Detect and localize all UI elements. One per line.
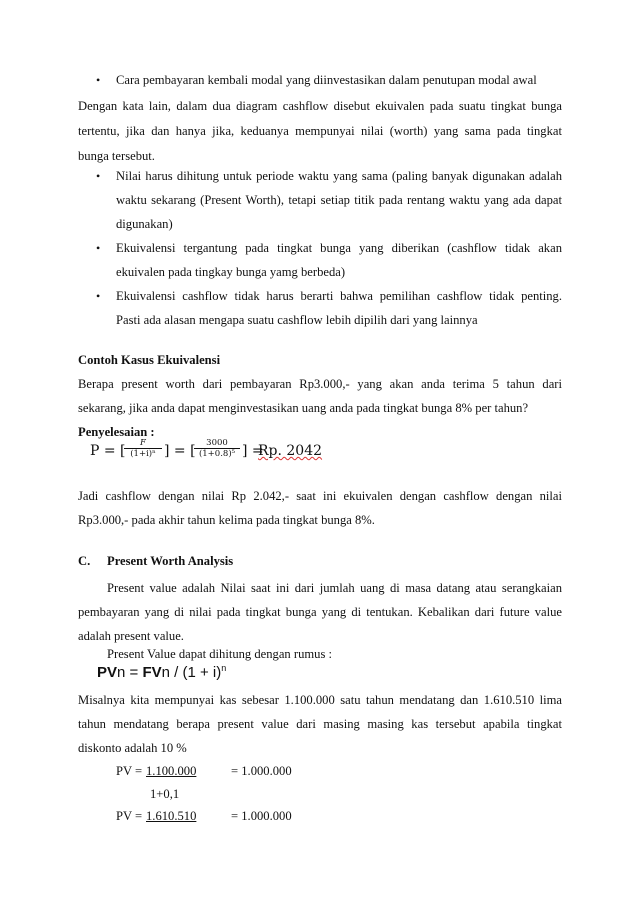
paragraph-line: diskonto adalah 10 % — [78, 741, 187, 755]
formula-lhs: P = [ — [90, 443, 126, 459]
present-value-formula — [97, 664, 226, 681]
calc-numerator: 1.100.000 — [146, 764, 197, 778]
section-label: C. — [78, 554, 91, 568]
fraction-denominator: (1+0.8)⁵ — [198, 449, 236, 459]
bullet-marker: • — [96, 241, 101, 255]
fraction-numerator: 3000 — [194, 438, 240, 449]
penyelesaian-label: Penyelesaian : — [78, 425, 155, 439]
formula-mid: ] = [ — [164, 443, 196, 459]
bullet-text: Ekuivalensi cashflow tidak harus berarti bahwa pemilihan cashflow tidak penting. — [116, 289, 562, 303]
formula-part: n / (1 + i) — [161, 664, 222, 681]
bullet-marker: • — [96, 169, 101, 183]
formula-fraction-1 — [124, 438, 162, 459]
bullet-text: ekuivalen pada tingkay bunga yamg berbeda) — [116, 265, 346, 279]
calc-denominator: 1+0,1 — [150, 787, 180, 801]
paragraph-line: pembayaran yang di nilai pada tingkat bunga yang di tentukan. Kebalikan dari future value — [78, 605, 562, 619]
fraction-numerator: F — [124, 438, 162, 449]
paragraph-line: tertentu, jika dan hanya jika, keduanya mempunyai nilai (worth) yang sama pada tingkat — [78, 124, 562, 138]
calc-result: = 1.000.000 — [231, 764, 292, 778]
calc-numerator: 1.610.510 — [146, 809, 197, 823]
formula-result: Rp. 2042 — [258, 443, 323, 459]
formula-part: n = — [117, 664, 143, 681]
formula-exponent: n — [221, 663, 227, 673]
formula-pv: PV — [97, 664, 118, 681]
bullet-text: waktu sekarang (Present Worth), tetapi setiap titik pada rentang waktu yang ada dapat — [116, 193, 562, 207]
bullet-marker: • — [96, 289, 101, 303]
bullet-marker: • — [96, 73, 101, 87]
bullet-text: Ekuivalensi tergantung pada tingkat bunga yang diberikan (cashflow tidak akan — [116, 241, 562, 255]
bullet-text: Pasti ada alasan mengapa suatu cashflow lebih dipilih dari yang lainnya — [116, 313, 478, 327]
paragraph-line: adalah present value. — [78, 629, 184, 643]
calc-label: PV = — [116, 809, 143, 823]
formula-fraction-2 — [194, 438, 240, 459]
bullet-text: digunakan) — [116, 217, 173, 231]
paragraph-line: Jadi cashflow dengan nilai Rp 2.042,- saat ini ekuivalen dengan cashflow dengan nilai — [78, 489, 562, 503]
calc-label: PV = — [116, 764, 143, 778]
paragraph-line: sekarang, jika anda dapat menginvestasikan uang anda pada tingkat bunga 8% per tahun? — [78, 401, 529, 415]
paragraph-line: Dengan kata lain, dalam dua diagram cashflow disebut ekuivalen pada suatu tingkat bunga — [78, 99, 562, 113]
bullet-text: Cara pembayaran kembali modal yang diinvestasikan dalam penutupan modal awal — [116, 73, 537, 87]
paragraph-line: bunga tersebut. — [78, 149, 155, 163]
calc-result: = 1.000.000 — [231, 809, 292, 823]
paragraph-line: Berapa present worth dari pembayaran Rp3.000,- yang akan anda terima 5 tahun dari — [78, 377, 562, 391]
paragraph-line: Misalnya kita mempunyai kas sebesar 1.100.000 satu tahun mendatang dan 1.610.510 lima — [78, 693, 562, 707]
fraction-denominator: (1+i)ⁿ — [130, 449, 156, 459]
paragraph-line: Rp3.000,- pada akhir tahun kelima pada tingkat bunga 8%. — [78, 513, 375, 527]
paragraph-line: tahun mendatang berapa present value dari masing masing kas tersebut apabila tingkat — [78, 717, 562, 731]
bullet-text: Nilai harus dihitung untuk periode waktu yang sama (paling banyak digunakan adalah — [116, 169, 562, 183]
section-title: Present Worth Analysis — [107, 554, 234, 568]
rumus-intro: Present Value dapat dihitung dengan rumus : — [107, 647, 333, 661]
formula-close: ] = — [242, 443, 264, 459]
formula-fv: FV — [142, 664, 162, 681]
paragraph-line: Present value adalah Nilai saat ini dari jumlah uang di masa datang atau serangkaian — [107, 581, 562, 595]
section-heading: Contoh Kasus Ekuivalensi — [78, 353, 221, 367]
